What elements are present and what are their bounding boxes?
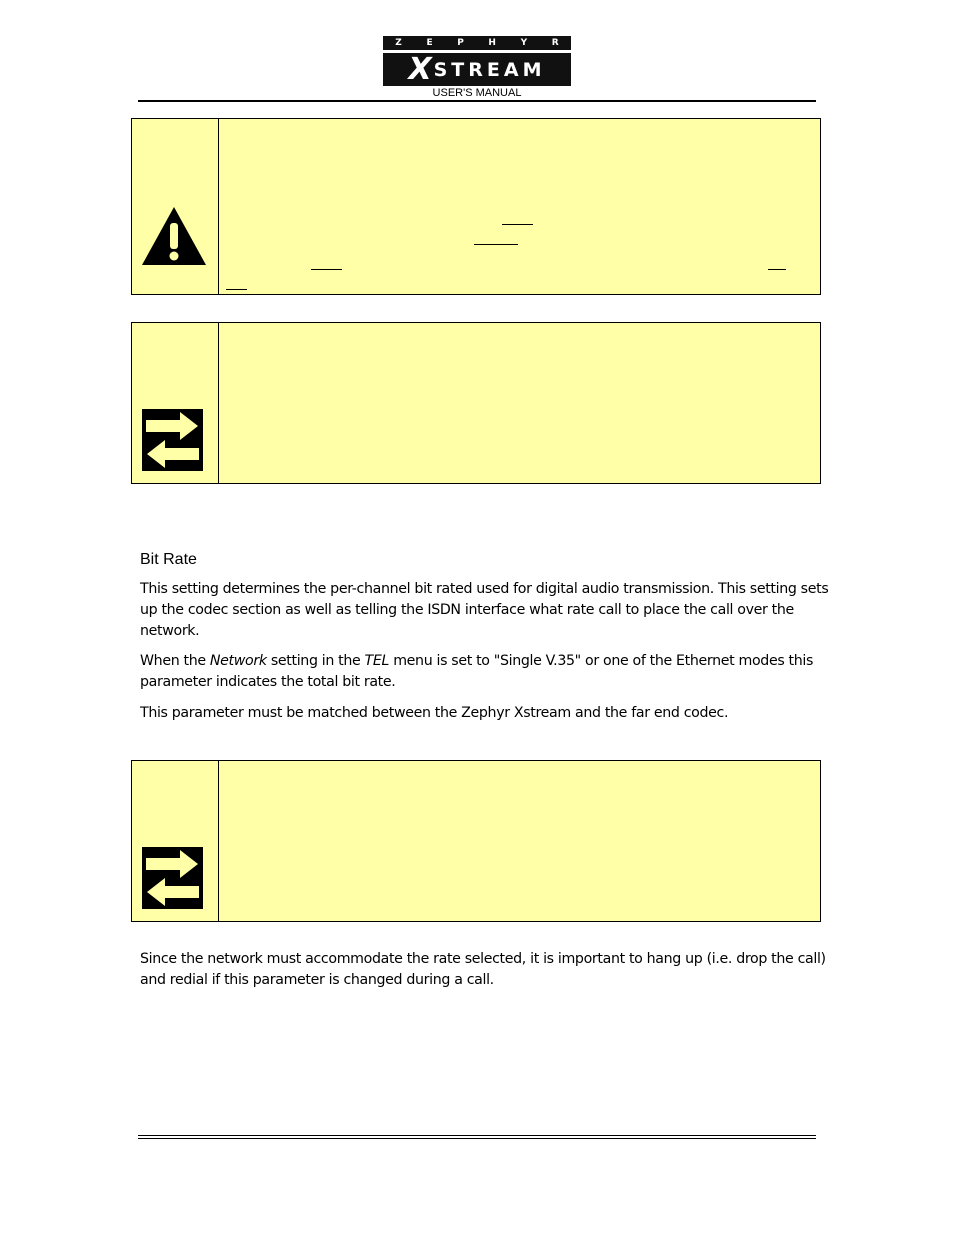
underline-mark [226, 289, 247, 290]
logo-letter: Y [520, 38, 528, 48]
section-heading: Bit Rate [140, 551, 197, 568]
logo-product-name [383, 53, 571, 86]
underline-mark [474, 244, 518, 245]
logo-letter: P [457, 38, 464, 48]
warning-callout [131, 118, 821, 295]
header-rule [138, 100, 816, 102]
paragraph: Since the network must accommodate the rate selected, it is important to hang up (i.e. drop the call) and redial if this parameter is changed during a call. [140, 951, 826, 988]
logo-letter: Z [395, 38, 402, 48]
logo-letter: E [426, 38, 433, 48]
paragraph [140, 651, 830, 693]
paragraph: This setting determines the per-channel bit rated used for digital audio transmission. This setting sets up the codec section as well as telling the ISDN interface what rate call to place the call over the network. [140, 581, 829, 639]
paragraph: This parameter must be matched between the Zephyr Xstream and the far end codec. [140, 705, 729, 721]
text-span: When the [140, 653, 210, 669]
callout-text-cell [219, 323, 820, 483]
warning-triangle-icon [140, 205, 208, 267]
footer-rule [138, 1138, 816, 1139]
tel-term: TEL [364, 653, 390, 669]
logo-x: X [408, 52, 432, 87]
callout-icon-cell [132, 119, 219, 294]
underline-mark [502, 224, 533, 225]
swap-arrows-icon [142, 847, 203, 909]
zephyr-xstream-logo [383, 36, 571, 86]
footer-rule [138, 1135, 816, 1136]
underline-mark [768, 269, 786, 270]
underline-mark [311, 269, 342, 270]
callout-text-cell [219, 761, 820, 921]
interop-callout [131, 760, 821, 922]
callout-icon-cell [132, 761, 219, 921]
network-term: Network [209, 653, 267, 669]
logo-word: STREAM [433, 58, 546, 81]
callout-text-cell [219, 119, 820, 294]
interop-callout [131, 322, 821, 484]
callout-icon-cell [132, 323, 219, 483]
text-span: setting in the [266, 653, 365, 669]
logo-brand-letters [383, 36, 571, 50]
swap-arrows-icon [142, 409, 203, 471]
logo-letter: R [551, 38, 559, 48]
text-span: menu is set to "Single V.35" or one of the Ethernet modes this parameter indicates the total bit rate. [140, 653, 814, 690]
logo-letter: H [488, 38, 496, 48]
manual-label: USER'S MANUAL [432, 87, 522, 99]
